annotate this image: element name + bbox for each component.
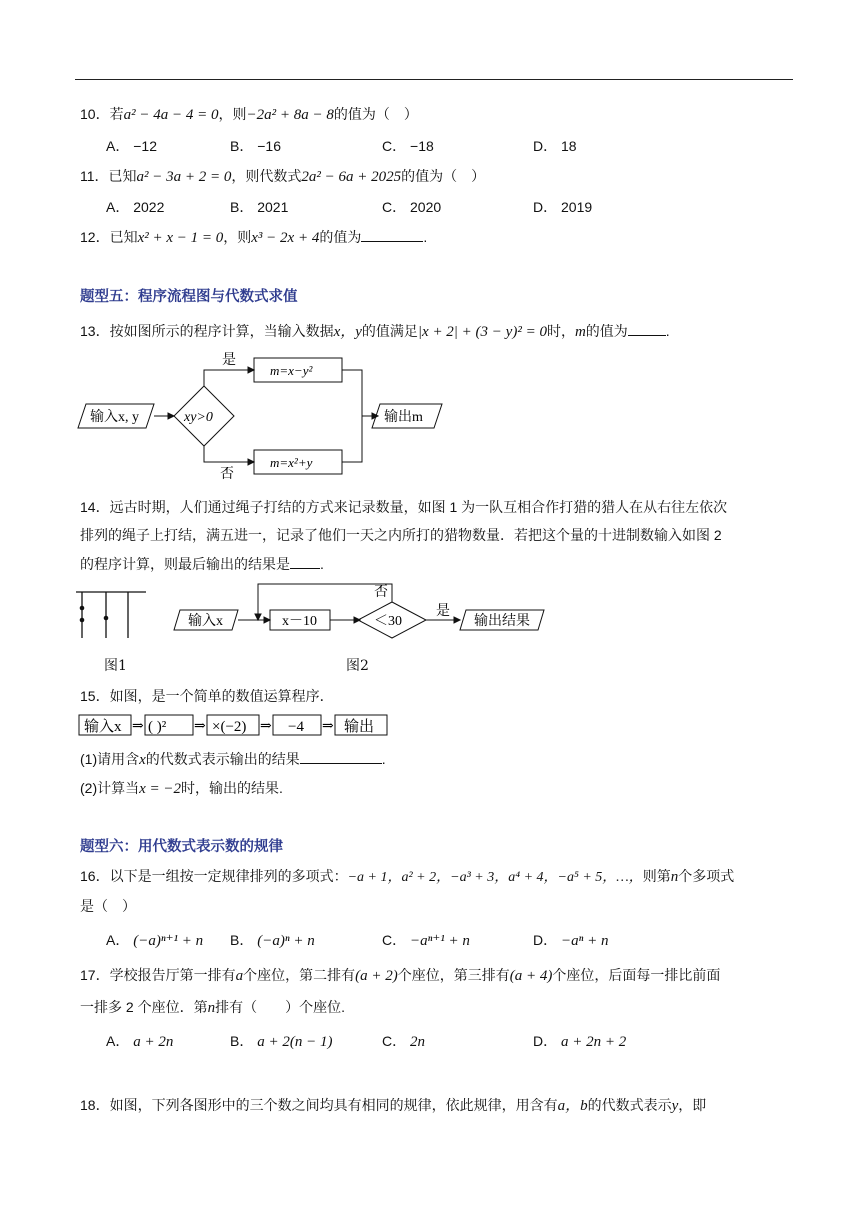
expression: −2a² + 8a − 8 xyxy=(246,107,334,123)
q17-option-c[interactable]: C． 2n xyxy=(382,1033,426,1050)
sequence: −a + 1，a² + 2，−a³ + 3，a⁴ + 4，−a⁵ + 5，…， xyxy=(347,870,643,885)
knot xyxy=(104,616,109,621)
question-number: 18． xyxy=(80,1097,110,1113)
q17-option-b[interactable]: B． a + 2(n − 1) xyxy=(230,1033,333,1050)
q16-option-a[interactable]: A． (−a)ⁿ⁺¹ + n xyxy=(106,932,204,949)
question-number: 17． xyxy=(80,967,110,983)
question-number: 13． xyxy=(80,323,110,339)
question-16-line-2: 是（ ） xyxy=(80,898,136,914)
flow-output-label: 输出结果 xyxy=(474,614,530,629)
equation: a² − 4a − 4 = 0 xyxy=(123,107,219,123)
question-12: 12．已知x² + x − 1 = 0，则x³ − 2x + 4的值为 . xyxy=(80,229,428,246)
question-10 xyxy=(80,104,418,124)
question-15-part-2: (2)计算当x = −2时，输出的结果. xyxy=(80,780,283,797)
header-rule xyxy=(75,79,793,80)
q11-option-b[interactable]: B． 2021 xyxy=(230,199,289,215)
answer-blank[interactable] xyxy=(361,229,423,242)
section-heading-6: 题型六：用代数式表示数的规律 xyxy=(80,839,283,855)
q11-option-c[interactable]: C． 2020 xyxy=(382,199,442,215)
answer-blank[interactable] xyxy=(300,751,382,764)
q17-option-a[interactable]: A． a + 2n xyxy=(106,1033,174,1050)
arrow-icon: ⇒ xyxy=(132,719,144,734)
question-18: 18．如图，下列各图形中的三个数之间均具有相同的规律，依此规律，用含有a，b的代数式表示y，即 xyxy=(80,1097,707,1114)
flow-yes-label: 是 xyxy=(436,604,450,619)
knot xyxy=(80,618,85,623)
flow-yes-label: 是 xyxy=(222,353,236,368)
question-15: 15．如图，是一个简单的数值运算程序． xyxy=(80,688,334,704)
flow-no-label: 否 xyxy=(374,585,388,600)
flow-input-label: 输入x xyxy=(188,614,223,629)
flow-decision-label: xy>0 xyxy=(184,410,213,425)
q16-option-b[interactable]: B． (−a)ⁿ + n xyxy=(230,932,315,949)
question-number: 16． xyxy=(80,868,110,884)
question-15-part-1: (1)请用含x的代数式表示输出的结果 . xyxy=(80,751,386,768)
q11-option-a[interactable]: A． 2022 xyxy=(106,199,165,215)
figure-1-caption: 图1 xyxy=(104,658,127,674)
q10-option-c[interactable]: C． −18 xyxy=(382,138,434,154)
condition: |x + 2| + (3 − y)² = 0 xyxy=(417,324,547,340)
flow-box-no-label: m=x²+y xyxy=(270,455,313,470)
flow-box-yes-label: m=x−y² xyxy=(270,363,313,378)
question-text: ，则 xyxy=(218,106,247,122)
question-11 xyxy=(80,166,485,186)
answer-blank[interactable] xyxy=(628,323,666,336)
flow-input-label: 输入x, y xyxy=(90,410,139,425)
flowchart-q13 xyxy=(76,348,456,480)
flow-process-label: x－10 xyxy=(282,614,317,629)
flow-no-label: 否 xyxy=(220,467,234,480)
equation: a² − 3a + 2 = 0 xyxy=(136,169,232,185)
question-17-line-2: 一排多 2 个座位．第n排有（ ）个座位. xyxy=(80,999,345,1016)
question-17-line-1: 17．学校报告厅第一排有a个座位，第二排有(a + 2)个座位，第三排有(a + 4)个座位，后面每一排比前面 xyxy=(80,967,721,984)
op-box-label: ×(−2) xyxy=(212,719,247,735)
q11-option-d[interactable]: D． 2019 xyxy=(533,199,593,215)
flow-output-label: 输出m xyxy=(384,410,423,425)
answer-blank[interactable] xyxy=(290,556,320,569)
question-14-line-2: 排列的绳子上打结，满五进一，记录了他们一天之内所打的猎物数量．若把这个量的十进制数输入如图 2 xyxy=(80,527,722,543)
knot xyxy=(80,606,85,611)
question-14-line-1: 14．远古时期，人们通过绳子打结的方式来记录数量，如图 1 为一队互相合作打猎的猎人在从右往左依次 xyxy=(80,499,728,515)
figure-2-caption: 图2 xyxy=(346,658,369,674)
question-text: 已知 xyxy=(109,229,138,245)
op-box-label: 输出 xyxy=(344,719,375,735)
question-14-line-3: 的程序计算，则最后输出的结果是 . xyxy=(80,556,324,572)
expression: x³ − 2x + 4 xyxy=(251,230,320,246)
figure-1-ropes xyxy=(76,588,150,644)
question-number: 11． xyxy=(80,168,109,184)
q15-operation-chain xyxy=(78,712,390,738)
question-text: ，则代数式 xyxy=(231,168,302,184)
op-box-label: −4 xyxy=(288,719,304,735)
question-text: 的值为（ ） xyxy=(401,168,486,184)
question-number: 15． xyxy=(80,688,110,704)
question-13: 13．按如图所示的程序计算，当输入数据x，y的值满足|x + 2| + (3 − y)² = 0时，m的值为 . xyxy=(80,323,670,340)
question-text: ，则 xyxy=(223,229,252,245)
question-text: 按如图所示的程序计算，当输入数据 xyxy=(109,323,334,339)
expression: 2a² − 6a + 2025 xyxy=(301,169,402,185)
question-16: 16．以下是一组按一定规律排列的多项式：−a + 1，a² + 2，−a³ + 3，a⁴ + 4，−a⁵ + 5，…，则第n个多项式 xyxy=(80,868,735,885)
question-number: 14． xyxy=(80,499,110,515)
q17-option-d[interactable]: D． a + 2n + 2 xyxy=(533,1033,627,1050)
section-heading-5: 题型五：程序流程图与代数式求值 xyxy=(80,289,298,305)
op-box-label: 输入x xyxy=(84,719,122,735)
arrow-icon: ⇒ xyxy=(322,719,334,734)
q16-option-d[interactable]: D． −aⁿ + n xyxy=(533,932,609,949)
question-text: 若 xyxy=(109,106,124,122)
op-box-label: ( )² xyxy=(148,719,167,735)
q10-option-b[interactable]: B． −16 xyxy=(230,138,281,154)
q10-option-d[interactable]: D． 18 xyxy=(533,138,577,154)
question-number: 12． xyxy=(80,229,110,245)
question-text: 的值为（ ） xyxy=(333,106,418,122)
question-text: 已知 xyxy=(108,168,137,184)
q10-option-a[interactable]: A． −12 xyxy=(106,138,157,154)
q16-option-c[interactable]: C． −aⁿ⁺¹ + n xyxy=(382,932,470,949)
arrow-icon: ⇒ xyxy=(194,719,206,734)
figure-2-flowchart xyxy=(170,582,556,642)
question-text: 的值为 xyxy=(319,229,362,245)
arrow-icon: ⇒ xyxy=(260,719,272,734)
equation: x² + x − 1 = 0 xyxy=(137,230,224,246)
flow-decision-label: ＜30 xyxy=(374,614,402,629)
question-number: 10． xyxy=(80,106,110,122)
